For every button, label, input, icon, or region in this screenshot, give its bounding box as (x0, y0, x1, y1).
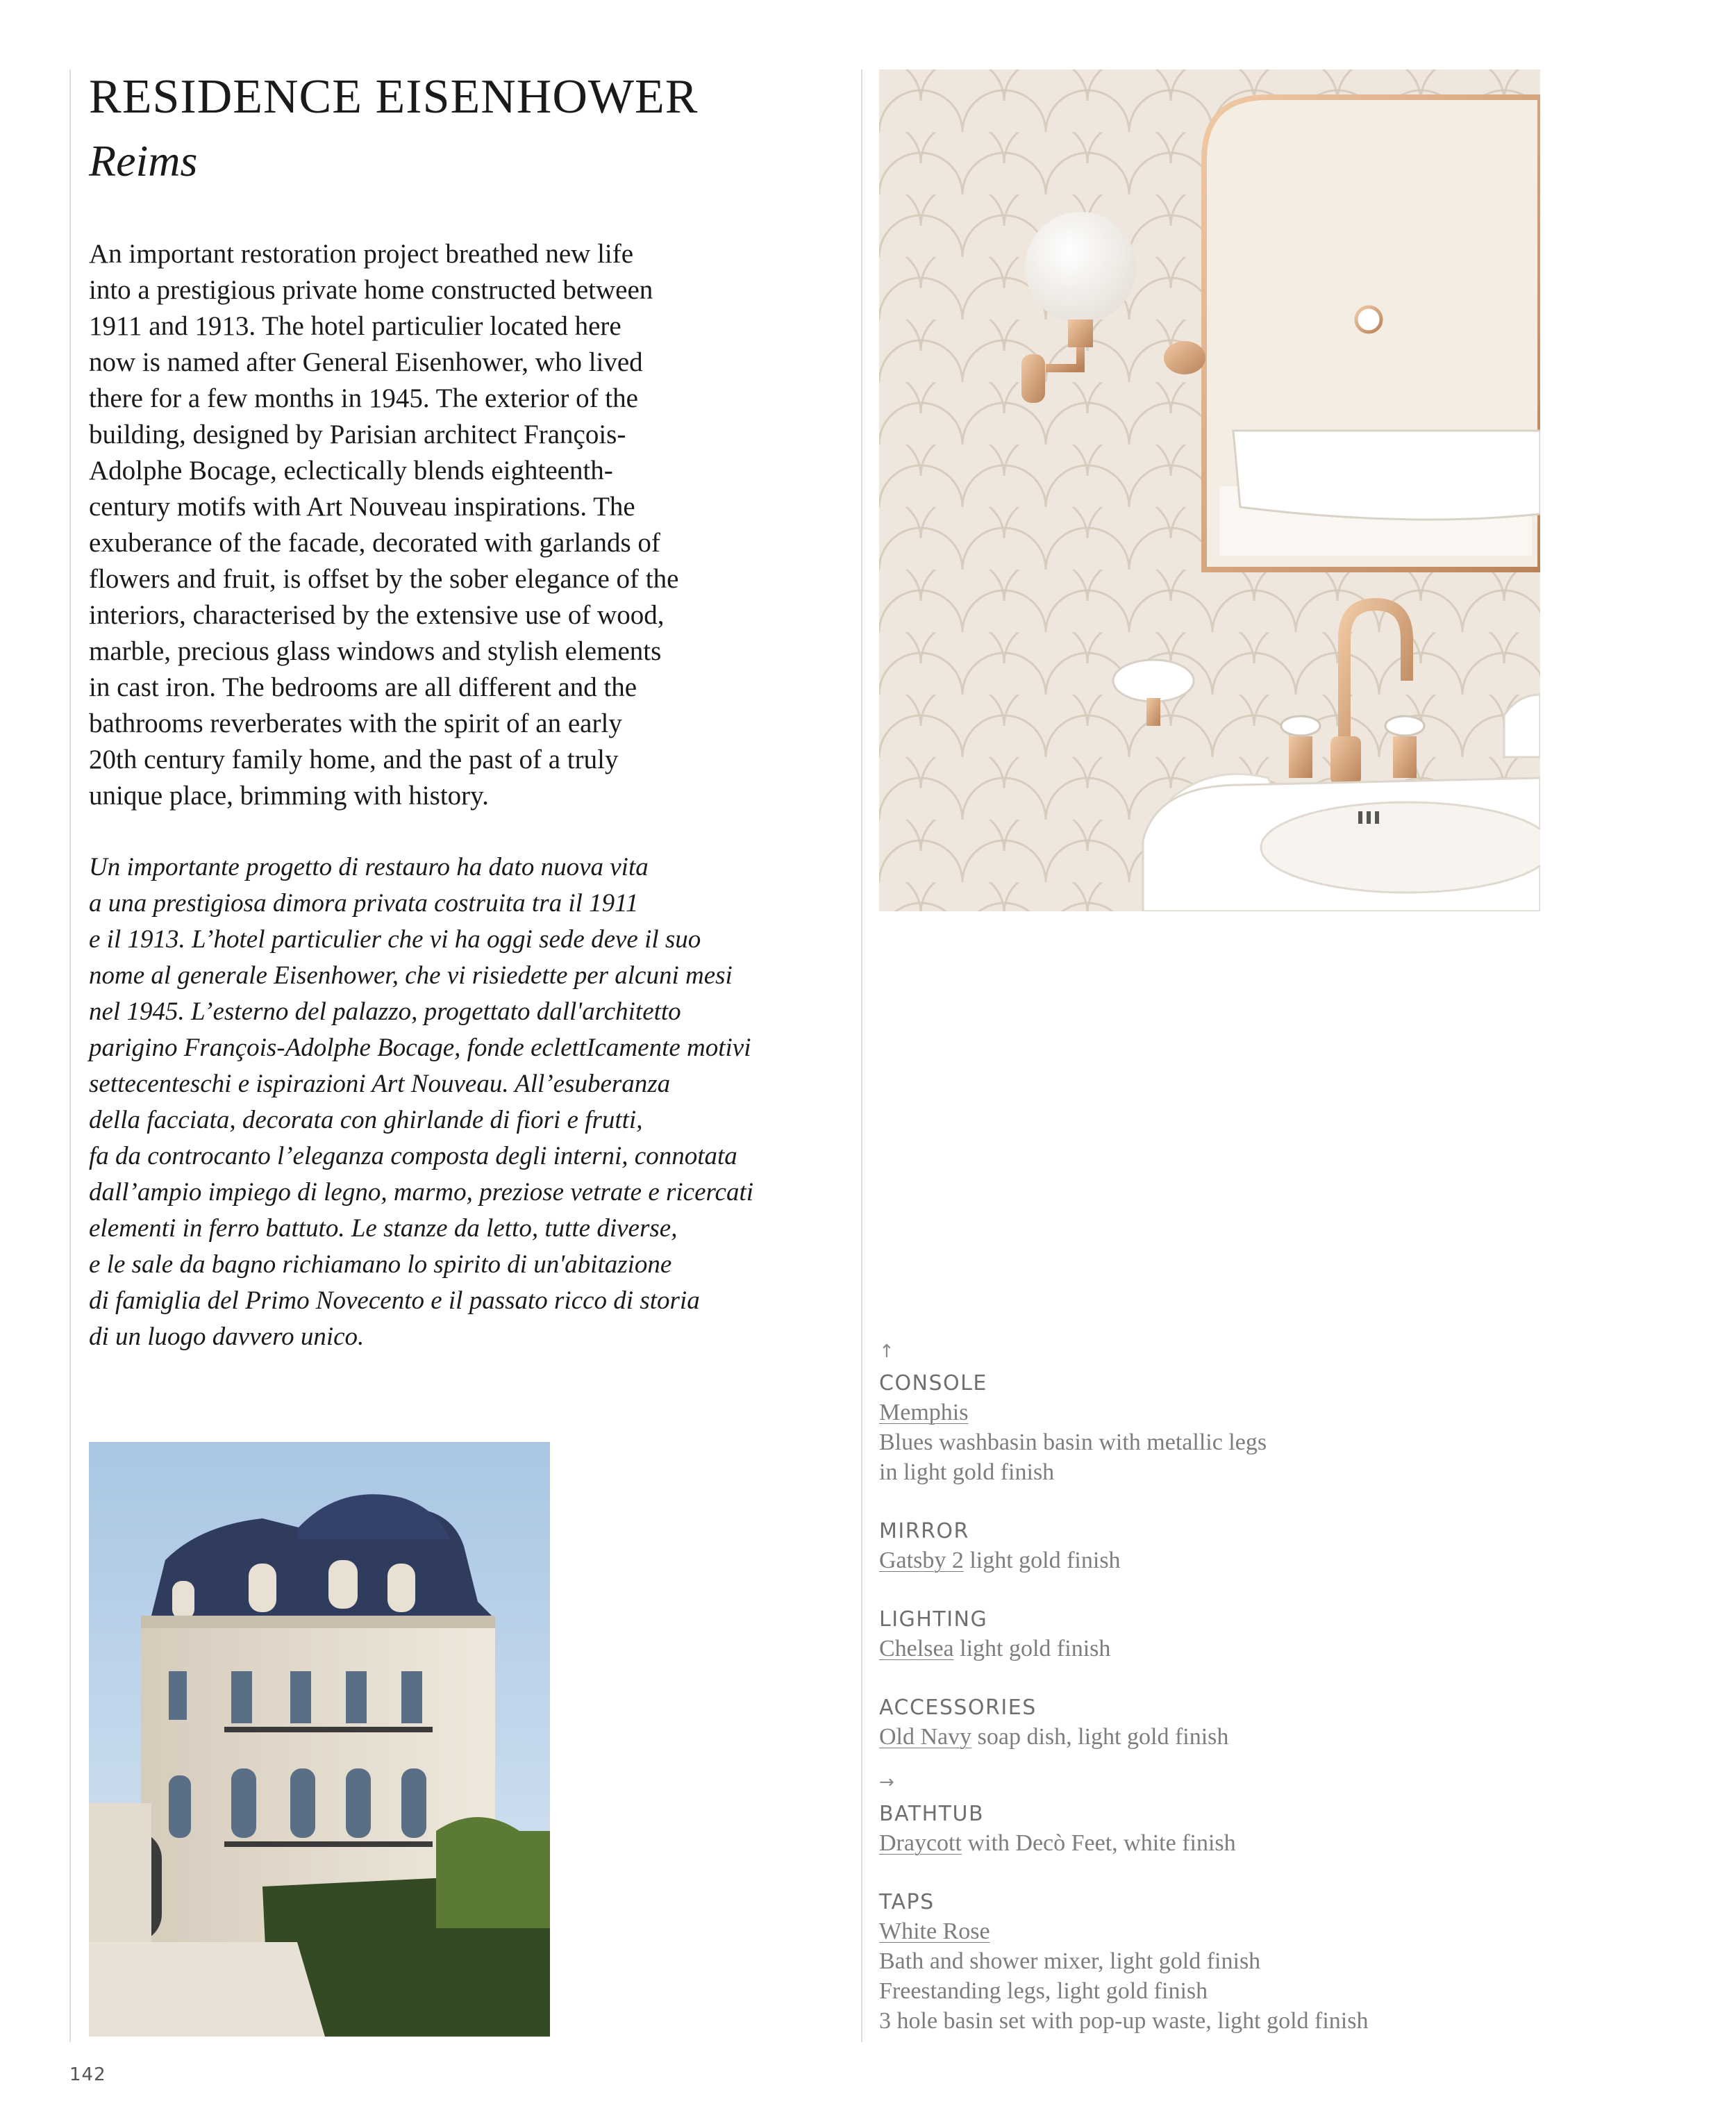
spec-description: light gold finish (963, 1548, 1121, 1573)
arrow-right-icon: → (879, 1772, 894, 1793)
spec-bathtub (879, 1800, 1504, 1858)
spec-accessories (879, 1694, 1504, 1752)
page-subtitle: Reims (89, 136, 198, 185)
spec-title: BATHTUB (879, 1802, 985, 1826)
spec-lighting (879, 1606, 1504, 1664)
arrow-up-icon: ↑ (879, 1341, 894, 1362)
product-link-chelsea[interactable]: Chelsea (879, 1636, 954, 1661)
spec-taps (879, 1889, 1504, 2036)
spec-description: with Decò Feet, white finish (961, 1830, 1236, 1856)
spec-description: Bath and shower mixer, light gold finish (879, 1948, 1261, 1974)
spec-title: TAPS (879, 1890, 935, 1914)
page-title: RESIDENCE EISENHOWER (89, 70, 699, 124)
spec-title: CONSOLE (879, 1371, 987, 1395)
column-divider-rule (861, 69, 862, 2042)
page-number: 142 (69, 2064, 106, 2085)
left-margin-rule (69, 69, 71, 2042)
spec-description: Freestanding legs, light gold finish (879, 1978, 1208, 2004)
product-specifications (879, 1339, 1504, 2066)
body-text-italian: Un importante progetto di restauro ha dato nuova vita a una prestigiosa dimora privata costruita tra il 1911 e il 1913. L’hotel particulier che vi ha oggi sede deve il suo nome al generale Eisenhower, che vi risiedette per alcuni mesi nel 1945. L’esterno del palazzo, progettato dall'architetto parigino François-Adolphe Bocage, fonde eclettIcamente motivi settecenteschi e ispirazioni Art Nouveau. All’esuberanza della facciata, decorata con ghirlande di fiori e frutti, fa da controcanto l’eleganza composta degli interni, connotata dall’ampio impiego di legno, marmo, preziose vetrate e ricercati elementi in ferro battuto. Le stanze da letto, tutte diverse, e le sale da bagno richiamano lo spirito di un'abitazione di famiglia del Primo Novecento e il passato ricco di storia di un luogo davvero unico. (89, 853, 754, 1351)
spec-mirror (879, 1518, 1504, 1575)
spec-description: in light gold finish (879, 1459, 1055, 1485)
spec-description: Blues washbasin basin with metallic legs (879, 1429, 1267, 1455)
spec-description: soap dish, light gold finish (971, 1724, 1229, 1750)
spec-description: light gold finish (953, 1636, 1111, 1661)
spec-description: 3 hole basin set with pop-up waste, light gold finish (879, 2008, 1369, 2034)
spec-console (879, 1370, 1504, 1487)
spec-title: LIGHTING (879, 1607, 988, 1632)
bathroom-photo (879, 69, 1540, 911)
product-link-white-rose[interactable]: White Rose (879, 1918, 990, 1944)
product-link-old-navy[interactable]: Old Navy (879, 1724, 972, 1750)
spec-title: MIRROR (879, 1519, 969, 1543)
spec-title: ACCESSORIES (879, 1696, 1037, 1720)
product-link-draycott[interactable]: Draycott (879, 1830, 962, 1856)
body-text-english: An important restoration project breathed new life into a prestigious private home constructed between 1911 and 1913. The hotel particulier located here now is named after General Eisenhower, who lived there for a few months in 1945. The exterior of the building, designed by Parisian architect François- Adolphe Bocage, eclectically blends eighteenth- century motifs with Art Nouveau inspirations. The exuberance of the facade, decorated with garlands of flowers and fruit, is offset by the sober elegance of the interiors, characterised by the extensive use of wood, marble, precious glass windows and stylish elements in cast iron. The bedrooms are all different and the bathrooms reverberates with the spirit of an early 20th century family home, and the past of a truly unique place, brimming with history. (89, 239, 679, 811)
product-link-gatsby-2[interactable]: Gatsby 2 (879, 1548, 964, 1573)
building-exterior-photo (89, 1442, 550, 2037)
product-link-memphis[interactable]: Memphis (879, 1400, 969, 1425)
